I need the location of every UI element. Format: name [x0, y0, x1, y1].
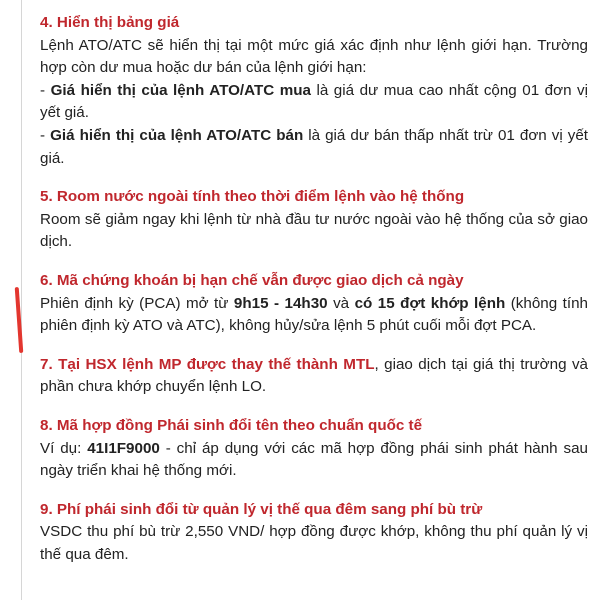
section-heading: 5. Room nước ngoài tính theo thời điểm lệnh vào hệ thống [40, 188, 465, 206]
paragraph: Room sẽ giảm ngay khi lệnh từ nhà đầu tư nước ngoài vào hệ thống của sở giao dịch. [40, 210, 588, 251]
section-8 [40, 415, 588, 483]
section-6 [40, 270, 588, 338]
text-run: , giao dịch tại giá thị trường và phần chưa khớp chuyển lệnh LO. [40, 355, 588, 396]
bold-run: có 15 đợt khớp lệnh [354, 294, 506, 312]
paragraph: Lệnh ATO/ATC sẽ hiển thị tại một mức giá xác định như lệnh giới hạn. Trường hợp còn dư mua hoặc dư bán của lệnh giới hạn: [40, 36, 588, 77]
text-run: - chỉ áp dụng với các mã hợp đồng phái sinh phát hành sau ngày triển khai hệ thống mới. [40, 439, 588, 480]
bullet-prefix: - [40, 81, 51, 99]
bullet-item [40, 80, 588, 125]
section-7 [40, 354, 588, 399]
article-body [40, 12, 588, 582]
section-heading: 7. Tại HSX lệnh MP được thay thế thành MTL [40, 355, 375, 373]
bullet-bold: Giá hiển thị của lệnh ATO/ATC mua [50, 81, 311, 99]
bullet-prefix: - [40, 126, 51, 144]
bullet-bold: Giá hiển thị của lệnh ATO/ATC bán [50, 126, 304, 144]
section-heading: 4. Hiển thị bảng giá [40, 14, 180, 31]
section-4 [40, 12, 588, 170]
section-heading: 9. Phí phái sinh đổi từ quản lý vị thế qua đêm sang phí bù trừ [40, 500, 483, 518]
section-5 [40, 186, 588, 254]
bullet-text: là giá dư mua cao nhất cộng 01 đơn vị yết giá. [40, 81, 589, 122]
bullet-text: là giá dư bán thấp nhất trừ 01 đơn vị yết giá. [40, 126, 589, 167]
paragraph: VSDC thu phí bù trừ 2,550 VND/ hợp đồng được khớp, không thu phí quản lý vị thế qua đêm. [40, 523, 588, 563]
bullet-item [40, 125, 588, 170]
section-heading: 6. Mã chứng khoán bị hạn chế vẫn được giao dịch cả ngày [40, 271, 464, 289]
text-run: Ví dụ: [40, 439, 88, 457]
bold-run: 9h15 - 14h30 [233, 294, 328, 312]
text-run: (không tính phiên định kỳ ATO và ATC), không hủy/sửa lệnh 5 phút cuối mỗi đợt PCA. [40, 294, 588, 335]
section-heading: 8. Mã hợp đồng Phái sinh đổi tên theo chuẩn quốc tế [40, 416, 423, 434]
text-run: và [327, 294, 355, 312]
section-9 [40, 499, 588, 567]
text-run: Phiên định kỳ (PCA) mở từ [40, 294, 234, 312]
paragraph [40, 354, 588, 399]
paragraph [40, 293, 588, 338]
paragraph [40, 438, 588, 483]
bold-run: 41I1F9000 [87, 439, 160, 457]
